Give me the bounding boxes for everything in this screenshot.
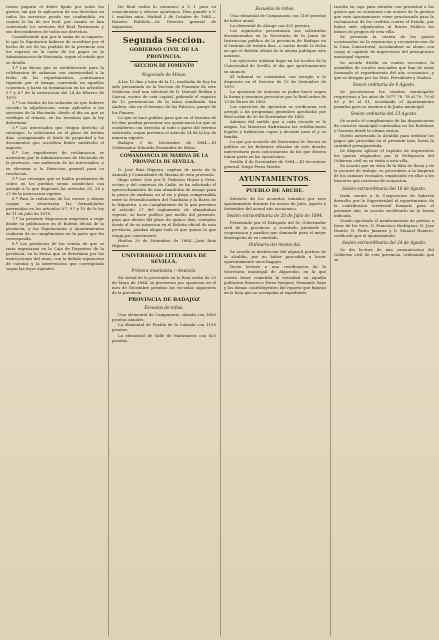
paragraph: Se acordo que en vista de la falta de lluvia y de la escasez de trabajo, se procediese a la limpieza de los caminos vecinales, empleando en ellos a los braceros que carezcan de ocupacion. [334,163,434,184]
paragraph: 2.ª Los fondos de las subastas en que hubiere recaido la adjudicacion, seran aplicados a los servicios de la Hacienda, desde el dia en que se verifique el remate, en los terminos que la ley determina. [6,99,104,126]
paragraph: Extracto de los acuerdos tomados por este Ayuntamiento durante los meses de Julio, Agosto y Setiembre del actual año economico. [224,195,326,212]
paragraph: Quedo aprobado el nombramiento de peritos a favor de los Sres. D. Francisco Rodriguez, D. Jose Duarte, D. Pedro Jimenez y D. Manuel Romero, verificado por el Ayuntamiento. [334,217,434,238]
paragraph: Quedo autorizada la Alcaldia para ordenar los pagos que procedan en el presente mes, hasta la cantidad presupuestada. [334,133,434,149]
column-divider [330,4,331,636]
paragraph: Dada cuenta a la Corporacion de haberse devuelto por la Superioridad el repartimiento de la contribucion territorial formado para el presente año, se acordo rectificarlo en la forma indicada. [334,192,434,218]
paragraph: A las 10 dias y hora de la 12, mediodia de hoy ha sido presentada en la Seccion de Fomento de este Gobierno civil una solicitud de D. Manuel Roldan y Garcia, vecino de esta capital, pidiendo el registro de 12 pertenencias de la mina nombrada San Andres, sita en el termino de los Palacios, paraje de los Pinares. [112,79,216,115]
paragraph: reales pagaria el deber fijado por todos los gastos, sin que la aplicacion de sus derechos en todos los servicios pueda ser confundida, en cuanto le ha de ser facil, por cuanto se han contratado los servicios del Real Patrimonio y sus descendientes de todos sus derechos. [6,4,104,35]
session-title: Sesion ordinaria del 13 Agosto. [350,110,418,116]
divider [242,185,308,186]
section-title: PUEBLO DE ARCHE. [246,188,304,195]
paragraph: Ademas del sueldo que a cada escuela se le asigna, los Maestros disfrutaran las retribuciones legales y habitacion capaz y decente para el y su familia. [224,118,326,140]
paragraph: Se presentaron las cuentas municipales respectivas a los años de 1877 78, 78 al 79, 79 al 80 y 80 al 81, acordando el Ayuntamiento pasarlas para su examen a la Junta municipal. [334,88,434,109]
section-heading: Segunda Seccion. [122,35,206,46]
paragraph: 6.ª Para la redencion de los censos y demas cargas se observaran las formalidades prevenidas en los articulos 8.º, 9.º y 10 de la ley de 11 de julio de 1878. [6,195,104,216]
section-subheading: GOBIERNO CIVIL DE LA PROVINCIA. [129,47,199,60]
session-title: Sesion ordinaria de 6 Agosto. [352,81,416,87]
paragraph: D. José Ruiz Higuero, capitan de navio de la Armada y Comandante de Marina de esta provincia. [112,166,216,177]
subsection-title: Escuelas de niños. [255,6,295,11]
paragraph: 8.ª Los productos de las ventas de que se trata ingresaran en la Caja de Depositos de la provincia, en la forma que se determina por las instrucciones del ramo, con la debida separacion de cuentas y la intervencion que corresponda segun las leyes vigentes. [6,241,104,272]
divider [224,171,326,172]
divider [130,151,198,152]
paragraph: 3.ª Los interesados que tengan derecho al reintegro, lo solicitaran en el plazo de treinta dias, acompanando el titulo de propiedad y los documentos que acrediten haber satisfecho el importe. [6,125,104,151]
paragraph: La elemental de Valle de Matamoros con 825 pesetas. [112,332,216,343]
column-2 [112,4,216,636]
divider [130,61,198,62]
paragraph: Lo que por acuerdo del Ilustrisimo Sr. Rector se publica en los Boletines oficiales de este distrito universitario para conocimiento de los que deseen tomar parte en las oposiciones. [224,139,326,160]
paragraph: Se dio lectura de una comunicacion del Gobierno civil de esta provincia, ordenando que se [334,246,434,263]
session-title: Sesion extraordinaria del 24 de Agosto. [341,239,427,245]
subsection-title: Primera enseñanza.—Anuncio. [131,267,197,273]
divider [112,250,216,251]
signature: Badajoz 3 de Noviembre de 1884.—El Gobernador, Eduardo Fernandez de Bulas. [112,139,216,150]
session-title: Ordinaria del mismo dia. [248,242,302,248]
paragraph: Los ejercicios tendran lugar en los locales de la Universidad de Sevilla, el dia que oportunamente se anuncie. [224,58,326,74]
paragraph: Hago saber: Que por D. Federico Hoyos y Ortiz, vecino y del comercio de Cadiz, se ha solicitado el aprovechamiento de una almadraba de ensayo para la pesca de sardinas en el rio y playa comprendida entre la desembocadura del Guadiana y la Barra de la Higuerita, y en cumplimiento de lo que previene el articulo 27 del reglamento de almadrabas vigente, se hace publico por medio del presente, para que dentro del plazo de quince dias, contados desde el de su insercion en el Boletin oficial de esta provincia, puedan alegar todo el que quiera lo que tenga por conveniente. [112,176,216,238]
paragraph: La elemental de Puebla de la Calzada con 1100 pesetas. [112,322,216,333]
paragraph: La oposicion de Asturias se podra hacer segun la forma y terminos prescritos por la Real orden de 13 de Enero de 1883. [224,88,326,104]
column-1 [6,4,104,636]
paragraph: Se acordo la destitucion del alguacil portero de la alcaldia, por no haber procedido a hacer oportunamente unos bagajes. [224,249,326,265]
column-4 [334,4,434,636]
paragraph: Una elemental de Campanario con 1100 pesetas de haber anual. [224,13,326,24]
paragraph: El tribunal se constituira con arreglo a lo dispuesto en el Decreto de 12 de Setiembre de 1870. [224,73,326,89]
royal-order-paragraph: De Real orden lo comunico a V. I. para su conocimiento y efectos oportunos. Dios guarde a V. I. muchos años. Madrid 2 de Octubre de 1884.—Romero Robledo.—Sr. Director general de Impuestos. [112,4,216,30]
section-title: COMANDANCIA DE MARINA DE LA PROVINCIA DE SEVILLA. [119,153,209,165]
paragraph: Presentado por el Delegado del Sr. Gobernador civil de la provincia, y acordado prestarle la cooperacion y auxilios que demande para el mejor desempeño de su cometido. [224,220,326,241]
section-title: UNIVERSIDAD LITERARIA DE SEVILLA. [121,252,207,266]
paragraph: 5.ª Los recargos que se hallen pendientes de cobro en los pueblos seran satisfechos con arreglo a lo que disponen los articulos 25, 26 y 27 de la instruccion vigente. [6,175,104,196]
paragraph: 4.ª Los expedientes de reclamacion se instruiran por la Administracion de Hacienda de la provincia, con audiencia de los interesados, y se elevaran a la Direccion general para su resolucion. [6,150,104,176]
section-title: SECCION DE FOMENTO [134,64,194,70]
section-title: PROVINCIA DE BADAJOZ [128,296,200,303]
divider [112,31,216,32]
section-heading: AYUNTAMIENTOS. [239,175,311,184]
paragraph: 1.ª Las fincas que se establecieron para la celebracion de subastas con anterioridad a la fecha de los repartimientos, continuaran rigiendo por el tiempo convenido en aquellos contratos, y hasta su terminacion en los articulos 3.º y 4.º de la instruccion del 24 de febrero de 1879. [6,64,104,100]
column-3 [224,4,326,636]
paragraph: Se acordo el cumplimiento de las disposiciones de caracter municipal contenidas en los Boletines y Gacetas desde la ultima sesion. [334,117,434,133]
column-divider [220,4,221,636]
paragraph: Una elemental de Campanario, dotada con 1650 pesetas anuales. [112,312,216,323]
column-divider [108,4,109,636]
paragraph: Dicen lectura a una certificacion de la Secretaria municipal de Algarrobo, en la que consta tener cometida la vecindad en aquella poblacion Francisco Perez Vazquez, Fernando Sanz y los demas contribuyentes del reparto que figuran en la lista que se acompaña al expediente. [224,264,326,295]
paragraph: Se presenta la cuenta de los gastos ocasionados en la reparacion y reconstruccion de la Casa Consistorial, acordandose su abono con cargo al capitulo de imprevistos del presupuesto municipal vigente. [334,34,434,60]
signature: Sevilla 4 de Noviembre de 1884.—El Secretario general, Diego Perez Martin. [224,159,326,170]
paragraph: Los aspirantes presentaran sus solicitudes documentadas en la Secretaria de la Junta de Instruccion publica de la provincia de Badajoz en el termino de treinta dias, a contar desde la fecha en que el Boletin oficial de la misma publique este anuncio. [224,28,326,59]
paragraph: Considerando que por la suma de su importe, lo que la Diputacion hubiese de acreditar por el hecho de ser de los pueblos de la provincia con los reparos en la cuota de los pagos en la Administracion de Hacienda, segun el estado que se detalla. [6,34,104,65]
signature: Huelva 29 de Setiembre de 1884.—José Ruiz Higuero. [112,237,216,248]
paragraph: Se dispuso aplicar el capitulo de imprevistos los gastos originados por la Delegacion del Gobierno civil en su visita a esta villa. [334,148,434,164]
paragraph: Los ejercicios de oposicion se verificaran con arreglo a los programas generales aprobados por Real orden de 30 de Noviembre de 1883. [224,103,326,119]
session-title: Sesion extraordinaria de 20 de Julio de 1884. [226,213,324,219]
session-title: Sesion extraordinaria del 16 de Agosto. [341,185,427,191]
subsection-title: Escuelas de niñas. [144,305,184,311]
paragraph: En virtud de lo prevenido en la Real orden de 20 de Mayo de 1884, se proveeran por oposicion en el mes de Diciembre proximo las escuelas siguientes de la provincia. [112,274,216,295]
paragraph: 7.ª La presente disposicion empezara a regir desde su publicacion en el Boletin oficial de la provincia, y las Diputaciones y Ayuntamientos cuidaran de su cumplimiento en la parte que les corresponda. [6,215,104,242]
paragraph: Se acordo dividir en cuatro secciones la asamblea de vocales asociados que han de estar formando el repartimiento del año economico, y que se designe por los Sres. Presidente y Sindico. [334,59,434,80]
paragraph: resulta en caja para atender con prontitud a los gastos que se ocasionen con motivo de la gestion que este Ayuntamiento viene practicando para la reclamacion de los creditos contra el Estado, por haber sido adjudicados al Erario Publico los bienes de propios de esta villa. [334,4,434,35]
paragraph: Lo que se hace publico para que en el termino de 60 dias puedan presentar sus oposiciones los que se consideren con derecho al todo o parte del terreno solicitado, segun previene el articulo 24 de la ley de mineria vigente. [112,114,216,140]
subsection-title: Negociado de Minas. [141,72,187,78]
paragraph: La elemental de Alange con 825 pesetas. [230,23,311,29]
